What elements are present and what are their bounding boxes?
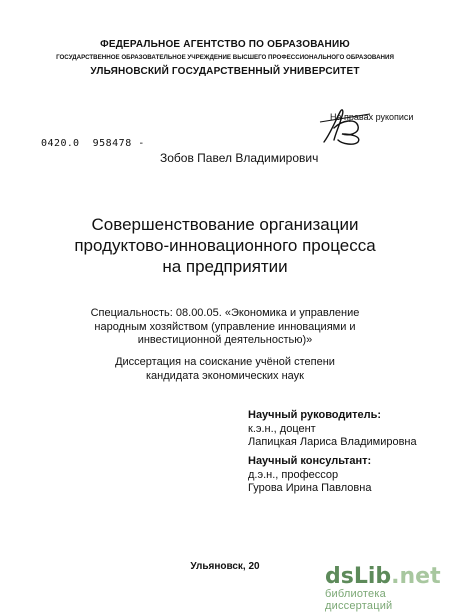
reg-code-part1: 0420 xyxy=(41,138,68,149)
handwritten-signature xyxy=(312,104,382,150)
university-heading: УЛЬЯНОВСКИЙ ГОСУДАРСТВЕННЫЙ УНИВЕРСИТЕТ xyxy=(90,66,360,77)
institution-heading: ГОСУДАРСТВЕННОЕ ОБРАЗОВАТЕЛЬНОЕ УЧРЕЖДЕНИЕ ВЫСШЕГО ПРОФЕССИОНАЛЬНОГО ОБРАЗОВАНИЯ xyxy=(56,54,394,61)
watermark-logo-suffix: .net xyxy=(391,564,441,589)
specialty-block xyxy=(0,307,450,348)
watermark-logo-main: dsLib xyxy=(325,564,392,589)
degree-block xyxy=(0,356,450,383)
title-line-2: продуктово-инновационного процесса xyxy=(74,236,376,255)
manuscript-note: На правах рукописи xyxy=(330,112,414,122)
consultant-degree: д.э.н., профессор xyxy=(248,468,339,481)
degree-line-2: кандидата экономических наук xyxy=(145,369,304,382)
specialty-line-2: народным хозяйством (управление инновациями и xyxy=(94,320,356,333)
title-line-3: на предприятии xyxy=(162,257,288,276)
reg-code-part2: 0 xyxy=(73,138,80,149)
dissertation-title xyxy=(0,214,450,277)
registration-code: 0420.0 958478 - xyxy=(41,138,145,149)
author-name: Зобов Павел Владимирович xyxy=(160,151,319,165)
supervisor-degree: к.э.н., доцент xyxy=(248,422,316,435)
agency-heading: ФЕДЕРАЛЬНОЕ АГЕНТСТВО ПО ОБРАЗОВАНИЮ xyxy=(100,39,350,50)
specialty-line-1: Специальность: 08.00.05. «Экономика и управление xyxy=(90,307,360,319)
supervisor-name: Лапицкая Лариса Владимировна xyxy=(248,436,417,448)
consultant-heading: Научный консультант: xyxy=(248,455,372,467)
consultant-block xyxy=(248,455,371,496)
city-year: Ульяновск, 20 xyxy=(190,561,260,572)
title-line-1: Совершенствование организации xyxy=(91,215,359,234)
degree-line-1: Диссертация на соискание учёной степени xyxy=(115,356,335,368)
supervisor-heading: Научный руководитель: xyxy=(248,409,382,421)
reg-code-part3: 958478 xyxy=(92,138,132,149)
consultant-name: Гурова Ирина Павловна xyxy=(248,482,372,494)
specialty-line-3: инвестиционной деятельностью)» xyxy=(137,334,313,346)
supervisor-block xyxy=(248,409,417,450)
watermark-subtitle: библиотека диссертаций xyxy=(325,588,393,612)
watermark xyxy=(325,566,450,612)
watermark-logo xyxy=(325,566,450,588)
